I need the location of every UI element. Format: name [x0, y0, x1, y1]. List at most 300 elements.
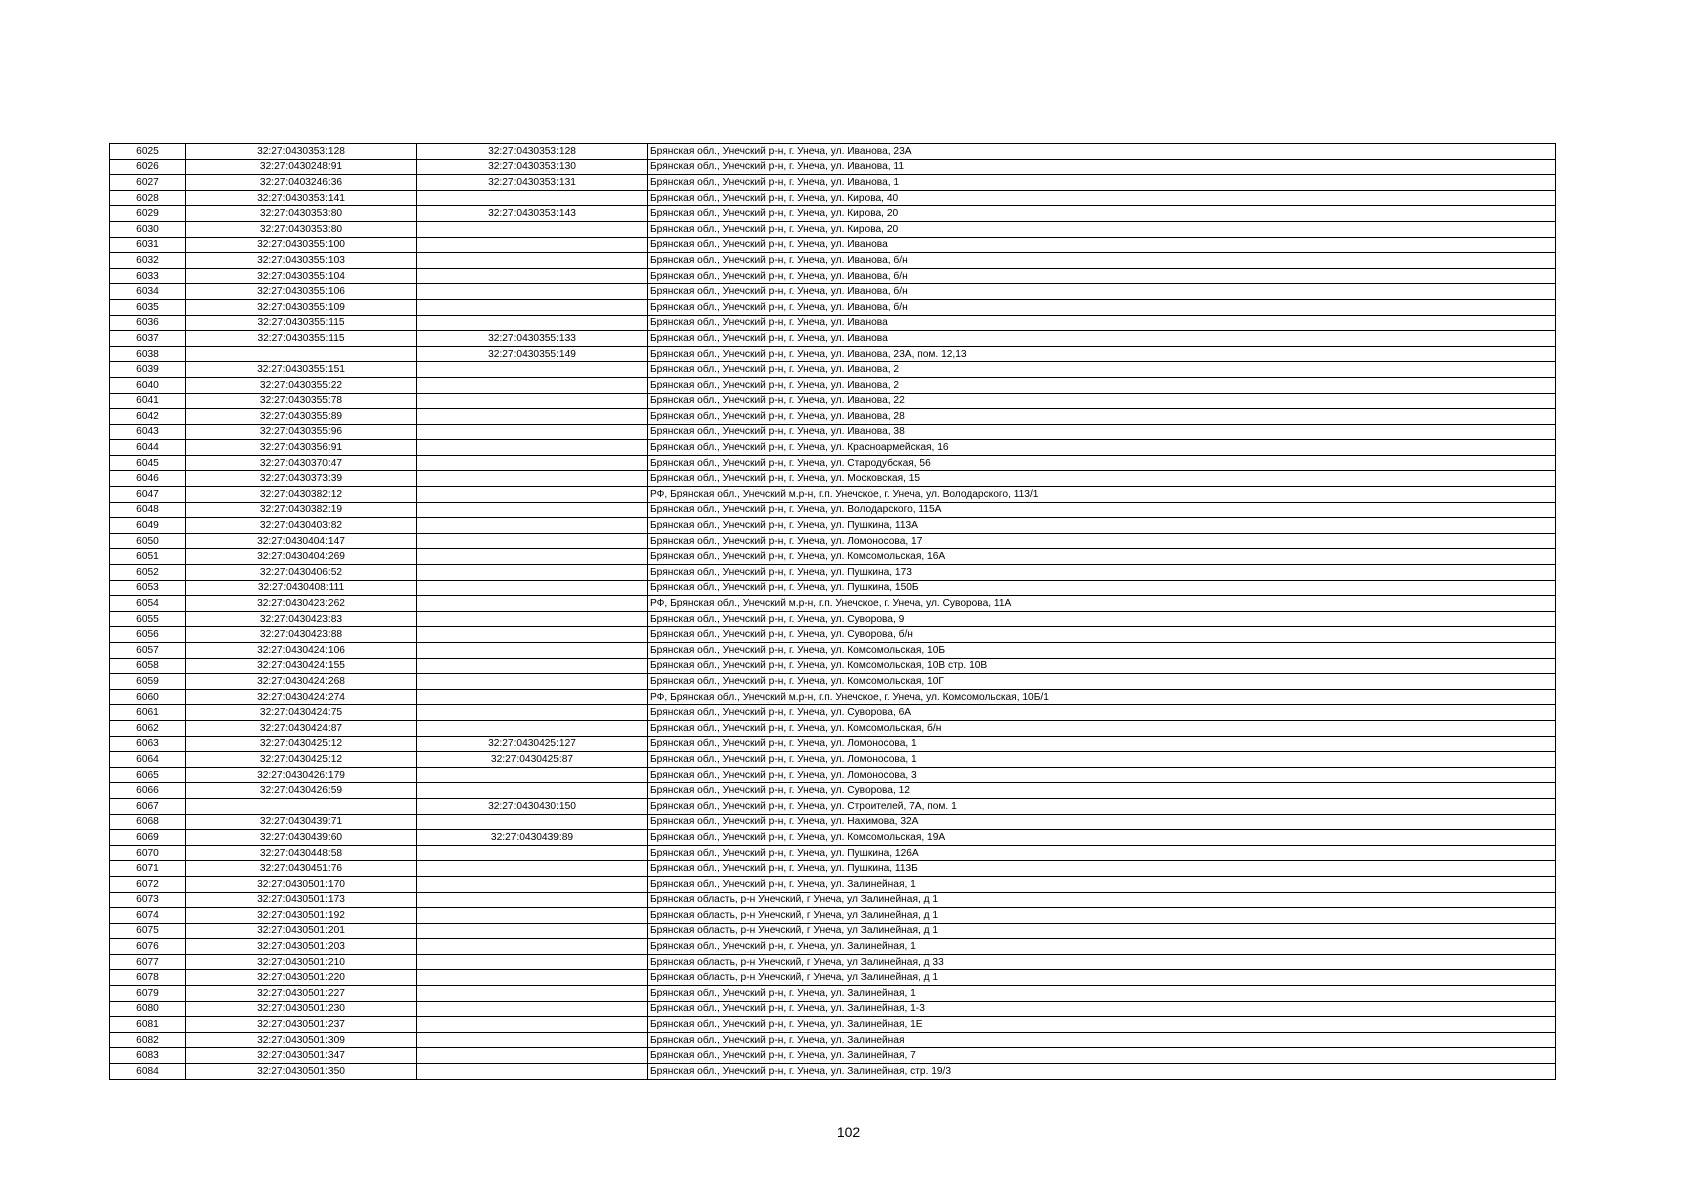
row-number-cell: 6049 [110, 518, 186, 534]
cadastral-number-cell: 32:27:0430424:155 [186, 658, 417, 674]
table-row [110, 939, 1556, 955]
table-row [110, 221, 1556, 237]
row-number-cell: 6036 [110, 315, 186, 331]
related-cadastral-number-cell [417, 237, 648, 253]
related-cadastral-number-cell [417, 689, 648, 705]
table-row [110, 377, 1556, 393]
address-cell: Брянская обл., Унечский р-н, г. Унеча, ул. Залинейная [648, 1032, 1556, 1048]
table-row [110, 502, 1556, 518]
cadastral-number-cell: 32:27:0430424:106 [186, 643, 417, 659]
cadastral-number-cell: 32:27:0430355:22 [186, 377, 417, 393]
cadastral-number-cell: 32:27:0430403:82 [186, 518, 417, 534]
row-number-cell: 6027 [110, 175, 186, 191]
related-cadastral-number-cell [417, 611, 648, 627]
row-number-cell: 6076 [110, 939, 186, 955]
cadastral-number-cell: 32:27:0430404:269 [186, 549, 417, 565]
related-cadastral-number-cell [417, 767, 648, 783]
related-cadastral-number-cell: 32:27:0430425:87 [417, 752, 648, 768]
related-cadastral-number-cell: 32:27:0430353:130 [417, 159, 648, 175]
related-cadastral-number-cell: 32:27:0430353:128 [417, 144, 648, 160]
row-number-cell: 6084 [110, 1064, 186, 1080]
cadastral-number-cell: 32:27:0430355:103 [186, 253, 417, 269]
cadastral-number-cell: 32:27:0430423:83 [186, 611, 417, 627]
address-cell: Брянская обл., Унечский р-н, г. Унеча, ул. Суворова, 6А [648, 705, 1556, 721]
cadastral-number-cell: 32:27:0430404:147 [186, 533, 417, 549]
table-row [110, 876, 1556, 892]
row-number-cell: 6065 [110, 767, 186, 783]
cadastral-number-cell: 32:27:0430439:71 [186, 814, 417, 830]
row-number-cell: 6079 [110, 986, 186, 1002]
cadastral-number-cell: 32:27:0430406:52 [186, 565, 417, 581]
table-row [110, 674, 1556, 690]
cadastral-number-cell: 32:27:0430373:39 [186, 471, 417, 487]
address-cell: Брянская обл., Унечский р-н, г. Унеча, ул. Пушкина, 173 [648, 565, 1556, 581]
row-number-cell: 6062 [110, 720, 186, 736]
cadastral-number-cell: 32:27:0430426:59 [186, 783, 417, 799]
related-cadastral-number-cell [417, 455, 648, 471]
registry-table [109, 143, 1556, 1080]
related-cadastral-number-cell [417, 549, 648, 565]
cadastral-number-cell: 32:27:0430355:100 [186, 237, 417, 253]
cadastral-number-cell: 32:27:0430501:347 [186, 1048, 417, 1064]
table-row [110, 409, 1556, 425]
address-cell: Брянская обл., Унечский р-н, г. Унеча, ул. Залинейная, 1-3 [648, 1001, 1556, 1017]
table-row [110, 627, 1556, 643]
row-number-cell: 6046 [110, 471, 186, 487]
related-cadastral-number-cell [417, 299, 648, 315]
related-cadastral-number-cell [417, 315, 648, 331]
address-cell: Брянская обл., Унечский р-н, г. Унеча, ул. Иванова [648, 315, 1556, 331]
table-row [110, 767, 1556, 783]
related-cadastral-number-cell: 32:27:0430353:143 [417, 206, 648, 222]
address-cell: Брянская обл., Унечский р-н, г. Унеча, ул. Комсомольская, 10Г [648, 674, 1556, 690]
table-row [110, 705, 1556, 721]
cadastral-number-cell: 32:27:0403246:36 [186, 175, 417, 191]
row-number-cell: 6080 [110, 1001, 186, 1017]
table-row [110, 159, 1556, 175]
address-cell: Брянская обл., Унечский р-н, г. Унеча, ул. Суворова, 9 [648, 611, 1556, 627]
row-number-cell: 6045 [110, 455, 186, 471]
table-row [110, 923, 1556, 939]
cadastral-number-cell: 32:27:0430355:151 [186, 362, 417, 378]
row-number-cell: 6067 [110, 798, 186, 814]
related-cadastral-number-cell: 32:27:0430425:127 [417, 736, 648, 752]
related-cadastral-number-cell [417, 939, 648, 955]
row-number-cell: 6043 [110, 424, 186, 440]
related-cadastral-number-cell [417, 845, 648, 861]
related-cadastral-number-cell [417, 190, 648, 206]
address-cell: Брянская обл., Унечский р-н, г. Унеча, ул. Иванова, б/н [648, 268, 1556, 284]
cadastral-number-cell: 32:27:0430370:47 [186, 455, 417, 471]
table-row [110, 190, 1556, 206]
row-number-cell: 6060 [110, 689, 186, 705]
cadastral-number-cell: 32:27:0430426:179 [186, 767, 417, 783]
related-cadastral-number-cell [417, 1064, 648, 1080]
row-number-cell: 6040 [110, 377, 186, 393]
address-cell: Брянская обл., Унечский р-н, г. Унеча, ул. Залинейная, 1 [648, 986, 1556, 1002]
related-cadastral-number-cell [417, 892, 648, 908]
row-number-cell: 6029 [110, 206, 186, 222]
row-number-cell: 6026 [110, 159, 186, 175]
address-cell: РФ, Брянская обл., Унечский м.р-н, г.п. Унечское, г. Унеча, ул. Володарского, 113/1 [648, 487, 1556, 503]
row-number-cell: 6070 [110, 845, 186, 861]
related-cadastral-number-cell [417, 705, 648, 721]
address-cell: Брянская обл., Унечский р-н, г. Унеча, ул. Пушкина, 126А [648, 845, 1556, 861]
address-cell: Брянская обл., Унечский р-н, г. Унеча, ул. Иванова, 38 [648, 424, 1556, 440]
related-cadastral-number-cell [417, 596, 648, 612]
address-cell: Брянская обл., Унечский р-н, г. Унеча, ул. Пушкина, 150Б [648, 580, 1556, 596]
table-row [110, 533, 1556, 549]
table-row [110, 752, 1556, 768]
table-row [110, 175, 1556, 191]
row-number-cell: 6075 [110, 923, 186, 939]
cadastral-number-cell: 32:27:0430501:350 [186, 1064, 417, 1080]
cadastral-number-cell: 32:27:0430353:128 [186, 144, 417, 160]
table-row [110, 814, 1556, 830]
table-row [110, 144, 1556, 160]
table-row [110, 861, 1556, 877]
address-cell: Брянская обл., Унечский р-н, г. Унеча, ул. Комсомольская, 10Б [648, 643, 1556, 659]
row-number-cell: 6081 [110, 1017, 186, 1033]
cadastral-number-cell: 32:27:0430501:227 [186, 986, 417, 1002]
cadastral-number-cell: 32:27:0430501:203 [186, 939, 417, 955]
row-number-cell: 6068 [110, 814, 186, 830]
table-row [110, 284, 1556, 300]
table-row [110, 658, 1556, 674]
row-number-cell: 6061 [110, 705, 186, 721]
row-number-cell: 6039 [110, 362, 186, 378]
related-cadastral-number-cell [417, 424, 648, 440]
table-row [110, 845, 1556, 861]
row-number-cell: 6028 [110, 190, 186, 206]
row-number-cell: 6082 [110, 1032, 186, 1048]
table-row [110, 565, 1556, 581]
row-number-cell: 6042 [110, 409, 186, 425]
table-row [110, 268, 1556, 284]
row-number-cell: 6072 [110, 876, 186, 892]
related-cadastral-number-cell [417, 409, 648, 425]
row-number-cell: 6047 [110, 487, 186, 503]
table-row [110, 1032, 1556, 1048]
cadastral-number-cell: 32:27:0430424:87 [186, 720, 417, 736]
related-cadastral-number-cell [417, 377, 648, 393]
table-row [110, 892, 1556, 908]
address-cell: Брянская обл., Унечский р-н, г. Унеча, ул. Иванова, 23А, пом. 12,13 [648, 346, 1556, 362]
address-cell: Брянская область, р-н Унечский, г Унеча, ул Залинейная, д 1 [648, 923, 1556, 939]
cadastral-number-cell: 32:27:0430355:106 [186, 284, 417, 300]
address-cell: Брянская обл., Унечский р-н, г. Унеча, ул. Залинейная, 1 [648, 939, 1556, 955]
related-cadastral-number-cell [417, 487, 648, 503]
row-number-cell: 6083 [110, 1048, 186, 1064]
row-number-cell: 6053 [110, 580, 186, 596]
cadastral-number-cell: 32:27:0430353:80 [186, 206, 417, 222]
table-row [110, 237, 1556, 253]
address-cell: Брянская обл., Унечский р-н, г. Унеча, ул. Залинейная, 1Е [648, 1017, 1556, 1033]
cadastral-number-cell: 32:27:0430424:274 [186, 689, 417, 705]
related-cadastral-number-cell [417, 1001, 648, 1017]
row-number-cell: 6051 [110, 549, 186, 565]
table-row [110, 1048, 1556, 1064]
table-row [110, 1017, 1556, 1033]
related-cadastral-number-cell: 32:27:0430355:133 [417, 331, 648, 347]
address-cell: Брянская обл., Унечский р-н, г. Унеча, ул. Иванова, б/н [648, 299, 1556, 315]
row-number-cell: 6073 [110, 892, 186, 908]
table-row [110, 253, 1556, 269]
cadastral-number-cell: 32:27:0430353:80 [186, 221, 417, 237]
address-cell: Брянская обл., Унечский р-н, г. Унеча, ул. Комсомольская, 19А [648, 830, 1556, 846]
cadastral-number-cell: 32:27:0430382:12 [186, 487, 417, 503]
row-number-cell: 6077 [110, 954, 186, 970]
related-cadastral-number-cell [417, 440, 648, 456]
table-row [110, 1064, 1556, 1080]
related-cadastral-number-cell [417, 565, 648, 581]
row-number-cell: 6063 [110, 736, 186, 752]
cadastral-number-cell: 32:27:0430448:58 [186, 845, 417, 861]
row-number-cell: 6071 [110, 861, 186, 877]
related-cadastral-number-cell [417, 502, 648, 518]
row-number-cell: 6032 [110, 253, 186, 269]
address-cell: Брянская обл., Унечский р-н, г. Унеча, ул. Ломоносова, 17 [648, 533, 1556, 549]
table-row [110, 299, 1556, 315]
row-number-cell: 6025 [110, 144, 186, 160]
address-cell: Брянская обл., Унечский р-н, г. Унеча, ул. Комсомольская, 16А [648, 549, 1556, 565]
row-number-cell: 6030 [110, 221, 186, 237]
related-cadastral-number-cell: 32:27:0430355:149 [417, 346, 648, 362]
table-row [110, 954, 1556, 970]
row-number-cell: 6057 [110, 643, 186, 659]
table-row [110, 1001, 1556, 1017]
related-cadastral-number-cell [417, 986, 648, 1002]
cadastral-number-cell: 32:27:0430501:237 [186, 1017, 417, 1033]
related-cadastral-number-cell: 32:27:0430353:131 [417, 175, 648, 191]
table-row [110, 720, 1556, 736]
address-cell: Брянская область, р-н Унечский, г Унеча, ул Залинейная, д 33 [648, 954, 1556, 970]
address-cell: Брянская обл., Унечский р-н, г. Унеча, ул. Иванова [648, 237, 1556, 253]
cadastral-number-cell: 32:27:0430424:268 [186, 674, 417, 690]
table-row [110, 970, 1556, 986]
address-cell: Брянская обл., Унечский р-н, г. Унеча, ул. Суворова, б/н [648, 627, 1556, 643]
related-cadastral-number-cell [417, 970, 648, 986]
related-cadastral-number-cell [417, 783, 648, 799]
table-row [110, 393, 1556, 409]
row-number-cell: 6066 [110, 783, 186, 799]
address-cell: Брянская обл., Унечский р-н, г. Унеча, ул. Красноармейская, 16 [648, 440, 1556, 456]
cadastral-number-cell: 32:27:0430423:262 [186, 596, 417, 612]
table-row [110, 362, 1556, 378]
address-cell: Брянская обл., Унечский р-н, г. Унеча, ул. Ломоносова, 3 [648, 767, 1556, 783]
address-cell: Брянская обл., Унечский р-н, г. Унеча, ул. Кирова, 20 [648, 221, 1556, 237]
cadastral-number-cell: 32:27:0430382:19 [186, 502, 417, 518]
related-cadastral-number-cell [417, 861, 648, 877]
cadastral-number-cell: 32:27:0430355:78 [186, 393, 417, 409]
address-cell: Брянская обл., Унечский р-н, г. Унеча, ул. Нахимова, 32А [648, 814, 1556, 830]
related-cadastral-number-cell [417, 720, 648, 736]
row-number-cell: 6059 [110, 674, 186, 690]
cadastral-number-cell: 32:27:0430439:60 [186, 830, 417, 846]
related-cadastral-number-cell [417, 362, 648, 378]
address-cell: Брянская обл., Унечский р-н, г. Унеча, ул. Иванова, 23А [648, 144, 1556, 160]
related-cadastral-number-cell [417, 908, 648, 924]
cadastral-number-cell: 32:27:0430425:12 [186, 736, 417, 752]
row-number-cell: 6033 [110, 268, 186, 284]
table-body [110, 144, 1556, 1080]
row-number-cell: 6078 [110, 970, 186, 986]
row-number-cell: 6034 [110, 284, 186, 300]
cadastral-number-cell: 32:27:0430408:111 [186, 580, 417, 596]
cadastral-number-cell [186, 798, 417, 814]
page-number: 102 [836, 1124, 861, 1140]
cadastral-number-cell: 32:27:0430356:91 [186, 440, 417, 456]
address-cell: Брянская обл., Унечский р-н, г. Унеча, ул. Иванова, 2 [648, 362, 1556, 378]
row-number-cell: 6064 [110, 752, 186, 768]
address-cell: Брянская обл., Унечский р-н, г. Унеча, ул. Строителей, 7А, пом. 1 [648, 798, 1556, 814]
address-cell: Брянская обл., Унечский р-н, г. Унеча, ул. Комсомольская, 10В стр. 10В [648, 658, 1556, 674]
cadastral-number-cell: 32:27:0430248:91 [186, 159, 417, 175]
related-cadastral-number-cell [417, 471, 648, 487]
cadastral-number-cell: 32:27:0430355:115 [186, 315, 417, 331]
table-row [110, 611, 1556, 627]
cadastral-number-cell: 32:27:0430355:96 [186, 424, 417, 440]
cadastral-number-cell: 32:27:0430355:104 [186, 268, 417, 284]
row-number-cell: 6055 [110, 611, 186, 627]
table-row [110, 331, 1556, 347]
address-cell: Брянская обл., Унечский р-н, г. Унеча, ул. Володарского, 115А [648, 502, 1556, 518]
cadastral-number-cell: 32:27:0430501:170 [186, 876, 417, 892]
table-row [110, 798, 1556, 814]
related-cadastral-number-cell [417, 221, 648, 237]
table-row [110, 206, 1556, 222]
address-cell: Брянская обл., Унечский р-н, г. Унеча, ул. Пушкина, 113А [648, 518, 1556, 534]
table-row [110, 518, 1556, 534]
cadastral-number-cell: 32:27:0430501:309 [186, 1032, 417, 1048]
address-cell: Брянская обл., Унечский р-н, г. Унеча, ул. Иванова, 11 [648, 159, 1556, 175]
address-cell: Брянская обл., Унечский р-н, г. Унеча, ул. Иванова, 28 [648, 409, 1556, 425]
related-cadastral-number-cell [417, 580, 648, 596]
table-row [110, 830, 1556, 846]
related-cadastral-number-cell [417, 627, 648, 643]
cadastral-number-cell: 32:27:0430355:89 [186, 409, 417, 425]
row-number-cell: 6041 [110, 393, 186, 409]
cadastral-number-cell: 32:27:0430501:210 [186, 954, 417, 970]
row-number-cell: 6074 [110, 908, 186, 924]
row-number-cell: 6037 [110, 331, 186, 347]
related-cadastral-number-cell [417, 643, 648, 659]
cadastral-number-cell: 32:27:0430423:88 [186, 627, 417, 643]
table-row [110, 986, 1556, 1002]
table-row [110, 424, 1556, 440]
table-row [110, 440, 1556, 456]
table-row [110, 783, 1556, 799]
address-cell: Брянская область, р-н Унечский, г Унеча, ул Залинейная, д 1 [648, 908, 1556, 924]
table-row [110, 455, 1556, 471]
cadastral-number-cell: 32:27:0430353:141 [186, 190, 417, 206]
table-row [110, 315, 1556, 331]
row-number-cell: 6052 [110, 565, 186, 581]
table-row [110, 471, 1556, 487]
cadastral-number-cell: 32:27:0430355:109 [186, 299, 417, 315]
row-number-cell: 6058 [110, 658, 186, 674]
address-cell: Брянская обл., Унечский р-н, г. Унеча, ул. Залинейная, стр. 19/3 [648, 1064, 1556, 1080]
related-cadastral-number-cell [417, 1032, 648, 1048]
related-cadastral-number-cell [417, 1048, 648, 1064]
related-cadastral-number-cell [417, 658, 648, 674]
related-cadastral-number-cell [417, 674, 648, 690]
cadastral-number-cell: 32:27:0430424:75 [186, 705, 417, 721]
address-cell: Брянская обл., Унечский р-н, г. Унеча, ул. Залинейная, 7 [648, 1048, 1556, 1064]
related-cadastral-number-cell [417, 533, 648, 549]
address-cell: Брянская обл., Унечский р-н, г. Унеча, ул. Иванова, б/н [648, 284, 1556, 300]
related-cadastral-number-cell [417, 814, 648, 830]
related-cadastral-number-cell: 32:27:0430439:89 [417, 830, 648, 846]
address-cell: Брянская обл., Унечский р-н, г. Унеча, ул. Пушкина, 113Б [648, 861, 1556, 877]
cadastral-number-cell: 32:27:0430501:192 [186, 908, 417, 924]
address-cell: Брянская область, р-н Унечский, г Унеча, ул Залинейная, д 1 [648, 970, 1556, 986]
cadastral-number-cell [186, 346, 417, 362]
row-number-cell: 6048 [110, 502, 186, 518]
cadastral-number-cell: 32:27:0430501:220 [186, 970, 417, 986]
cadastral-number-cell: 32:27:0430425:12 [186, 752, 417, 768]
related-cadastral-number-cell [417, 876, 648, 892]
row-number-cell: 6035 [110, 299, 186, 315]
row-number-cell: 6054 [110, 596, 186, 612]
table-row [110, 580, 1556, 596]
address-cell: Брянская обл., Унечский р-н, г. Унеча, ул. Иванова, 1 [648, 175, 1556, 191]
address-cell: Брянская обл., Унечский р-н, г. Унеча, ул. Залинейная, 1 [648, 876, 1556, 892]
address-cell: РФ, Брянская обл., Унечский м.р-н, г.п. Унечское, г. Унеча, ул. Суворова, 11А [648, 596, 1556, 612]
row-number-cell: 6056 [110, 627, 186, 643]
row-number-cell: 6044 [110, 440, 186, 456]
related-cadastral-number-cell [417, 393, 648, 409]
address-cell: Брянская обл., Унечский р-н, г. Унеча, ул. Московская, 15 [648, 471, 1556, 487]
row-number-cell: 6038 [110, 346, 186, 362]
address-cell: Брянская обл., Унечский р-н, г. Унеча, ул. Комсомольская, б/н [648, 720, 1556, 736]
table-row [110, 736, 1556, 752]
address-cell: Брянская обл., Унечский р-н, г. Унеча, ул. Ломоносова, 1 [648, 752, 1556, 768]
cadastral-number-cell: 32:27:0430355:115 [186, 331, 417, 347]
table-row [110, 346, 1556, 362]
related-cadastral-number-cell [417, 518, 648, 534]
related-cadastral-number-cell [417, 253, 648, 269]
cadastral-number-cell: 32:27:0430501:230 [186, 1001, 417, 1017]
related-cadastral-number-cell [417, 284, 648, 300]
address-cell: Брянская обл., Унечский р-н, г. Унеча, ул. Иванова, 22 [648, 393, 1556, 409]
address-cell: Брянская обл., Унечский р-н, г. Унеча, ул. Иванова, б/н [648, 253, 1556, 269]
related-cadastral-number-cell [417, 954, 648, 970]
row-number-cell: 6050 [110, 533, 186, 549]
address-cell: Брянская обл., Унечский р-н, г. Унеча, ул. Ломоносова, 1 [648, 736, 1556, 752]
related-cadastral-number-cell [417, 923, 648, 939]
table-row [110, 549, 1556, 565]
address-cell: Брянская обл., Унечский р-н, г. Унеча, ул. Стародубская, 56 [648, 455, 1556, 471]
related-cadastral-number-cell: 32:27:0430430:150 [417, 798, 648, 814]
table-row [110, 643, 1556, 659]
table-row [110, 487, 1556, 503]
table-row [110, 689, 1556, 705]
address-cell: Брянская обл., Унечский р-н, г. Унеча, ул. Кирова, 40 [648, 190, 1556, 206]
table-row [110, 596, 1556, 612]
cadastral-number-cell: 32:27:0430501:173 [186, 892, 417, 908]
cadastral-number-cell: 32:27:0430451:76 [186, 861, 417, 877]
address-cell: Брянская обл., Унечский р-н, г. Унеча, ул. Суворова, 12 [648, 783, 1556, 799]
table-row [110, 908, 1556, 924]
related-cadastral-number-cell [417, 268, 648, 284]
address-cell: Брянская область, р-н Унечский, г Унеча, ул Залинейная, д 1 [648, 892, 1556, 908]
address-cell: Брянская обл., Унечский р-н, г. Унеча, ул. Кирова, 20 [648, 206, 1556, 222]
row-number-cell: 6069 [110, 830, 186, 846]
address-cell: Брянская обл., Унечский р-н, г. Унеча, ул. Иванова, 2 [648, 377, 1556, 393]
address-cell: Брянская обл., Унечский р-н, г. Унеча, ул. Иванова [648, 331, 1556, 347]
row-number-cell: 6031 [110, 237, 186, 253]
